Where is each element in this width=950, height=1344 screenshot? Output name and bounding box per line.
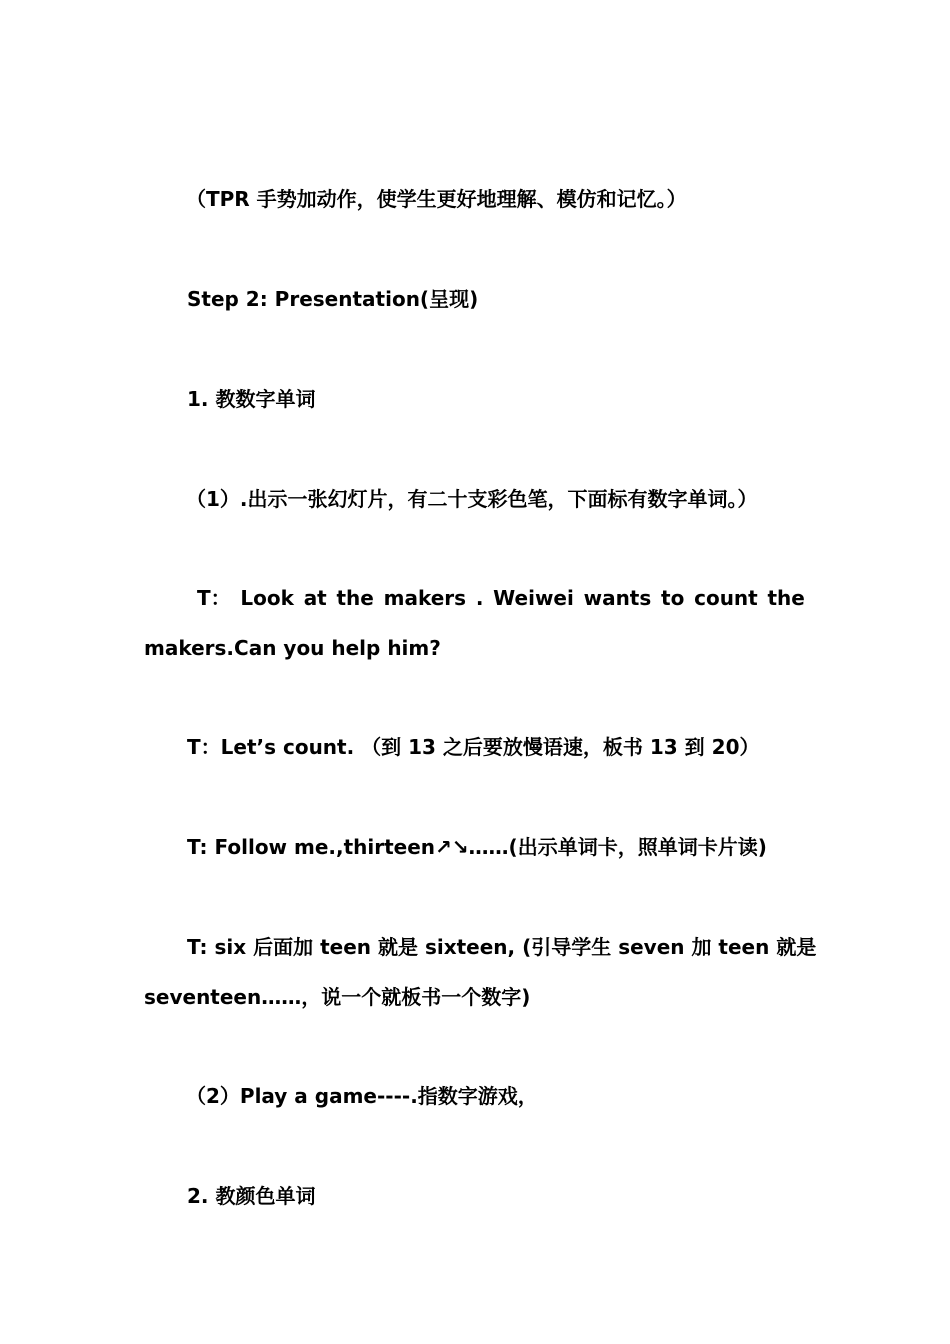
word: count	[694, 586, 758, 610]
t-look-line-2: makers.Can you help him?	[144, 636, 441, 660]
word: Weiwei	[493, 586, 574, 610]
step2-heading: Step 2: Presentation(呈现)	[187, 287, 479, 311]
word: at	[303, 586, 327, 610]
t-look-line-1	[197, 585, 805, 611]
word: wants	[583, 586, 652, 610]
word: makers	[383, 586, 467, 610]
t-six-line-1: T: six 后面加 teen 就是 sixteen, (引导学生 seven 加 teen 就是	[187, 935, 817, 959]
item-1-slide: （1）.出示一张幻灯片，有二十支彩色笔，下面标有数字单词。）	[186, 487, 758, 511]
word: .	[475, 586, 484, 610]
word: the	[336, 586, 374, 610]
section-teach-numbers: 1. 教数字单词	[187, 387, 316, 411]
item-2-game: （2）Play a game----.指数字游戏，	[186, 1084, 538, 1108]
t-follow-me: T: Follow me.,thirteen↗↘……(出示单词卡，照单词卡片读)	[187, 835, 767, 859]
word: Look	[240, 586, 294, 610]
tpr-note: （TPR 手势加动作，使学生更好地理解、模仿和记忆。）	[186, 187, 687, 211]
section-teach-colors: 2. 教颜色单词	[187, 1184, 316, 1208]
word: the	[767, 586, 805, 610]
t-lets-count: T：Let’s count. （到 13 之后要放慢语速，板书 13 到 20）	[187, 735, 760, 759]
word: T：	[197, 586, 231, 610]
t-six-line-2: seventeen……，说一个就板书一个数字)	[144, 985, 531, 1009]
word: to	[661, 586, 685, 610]
